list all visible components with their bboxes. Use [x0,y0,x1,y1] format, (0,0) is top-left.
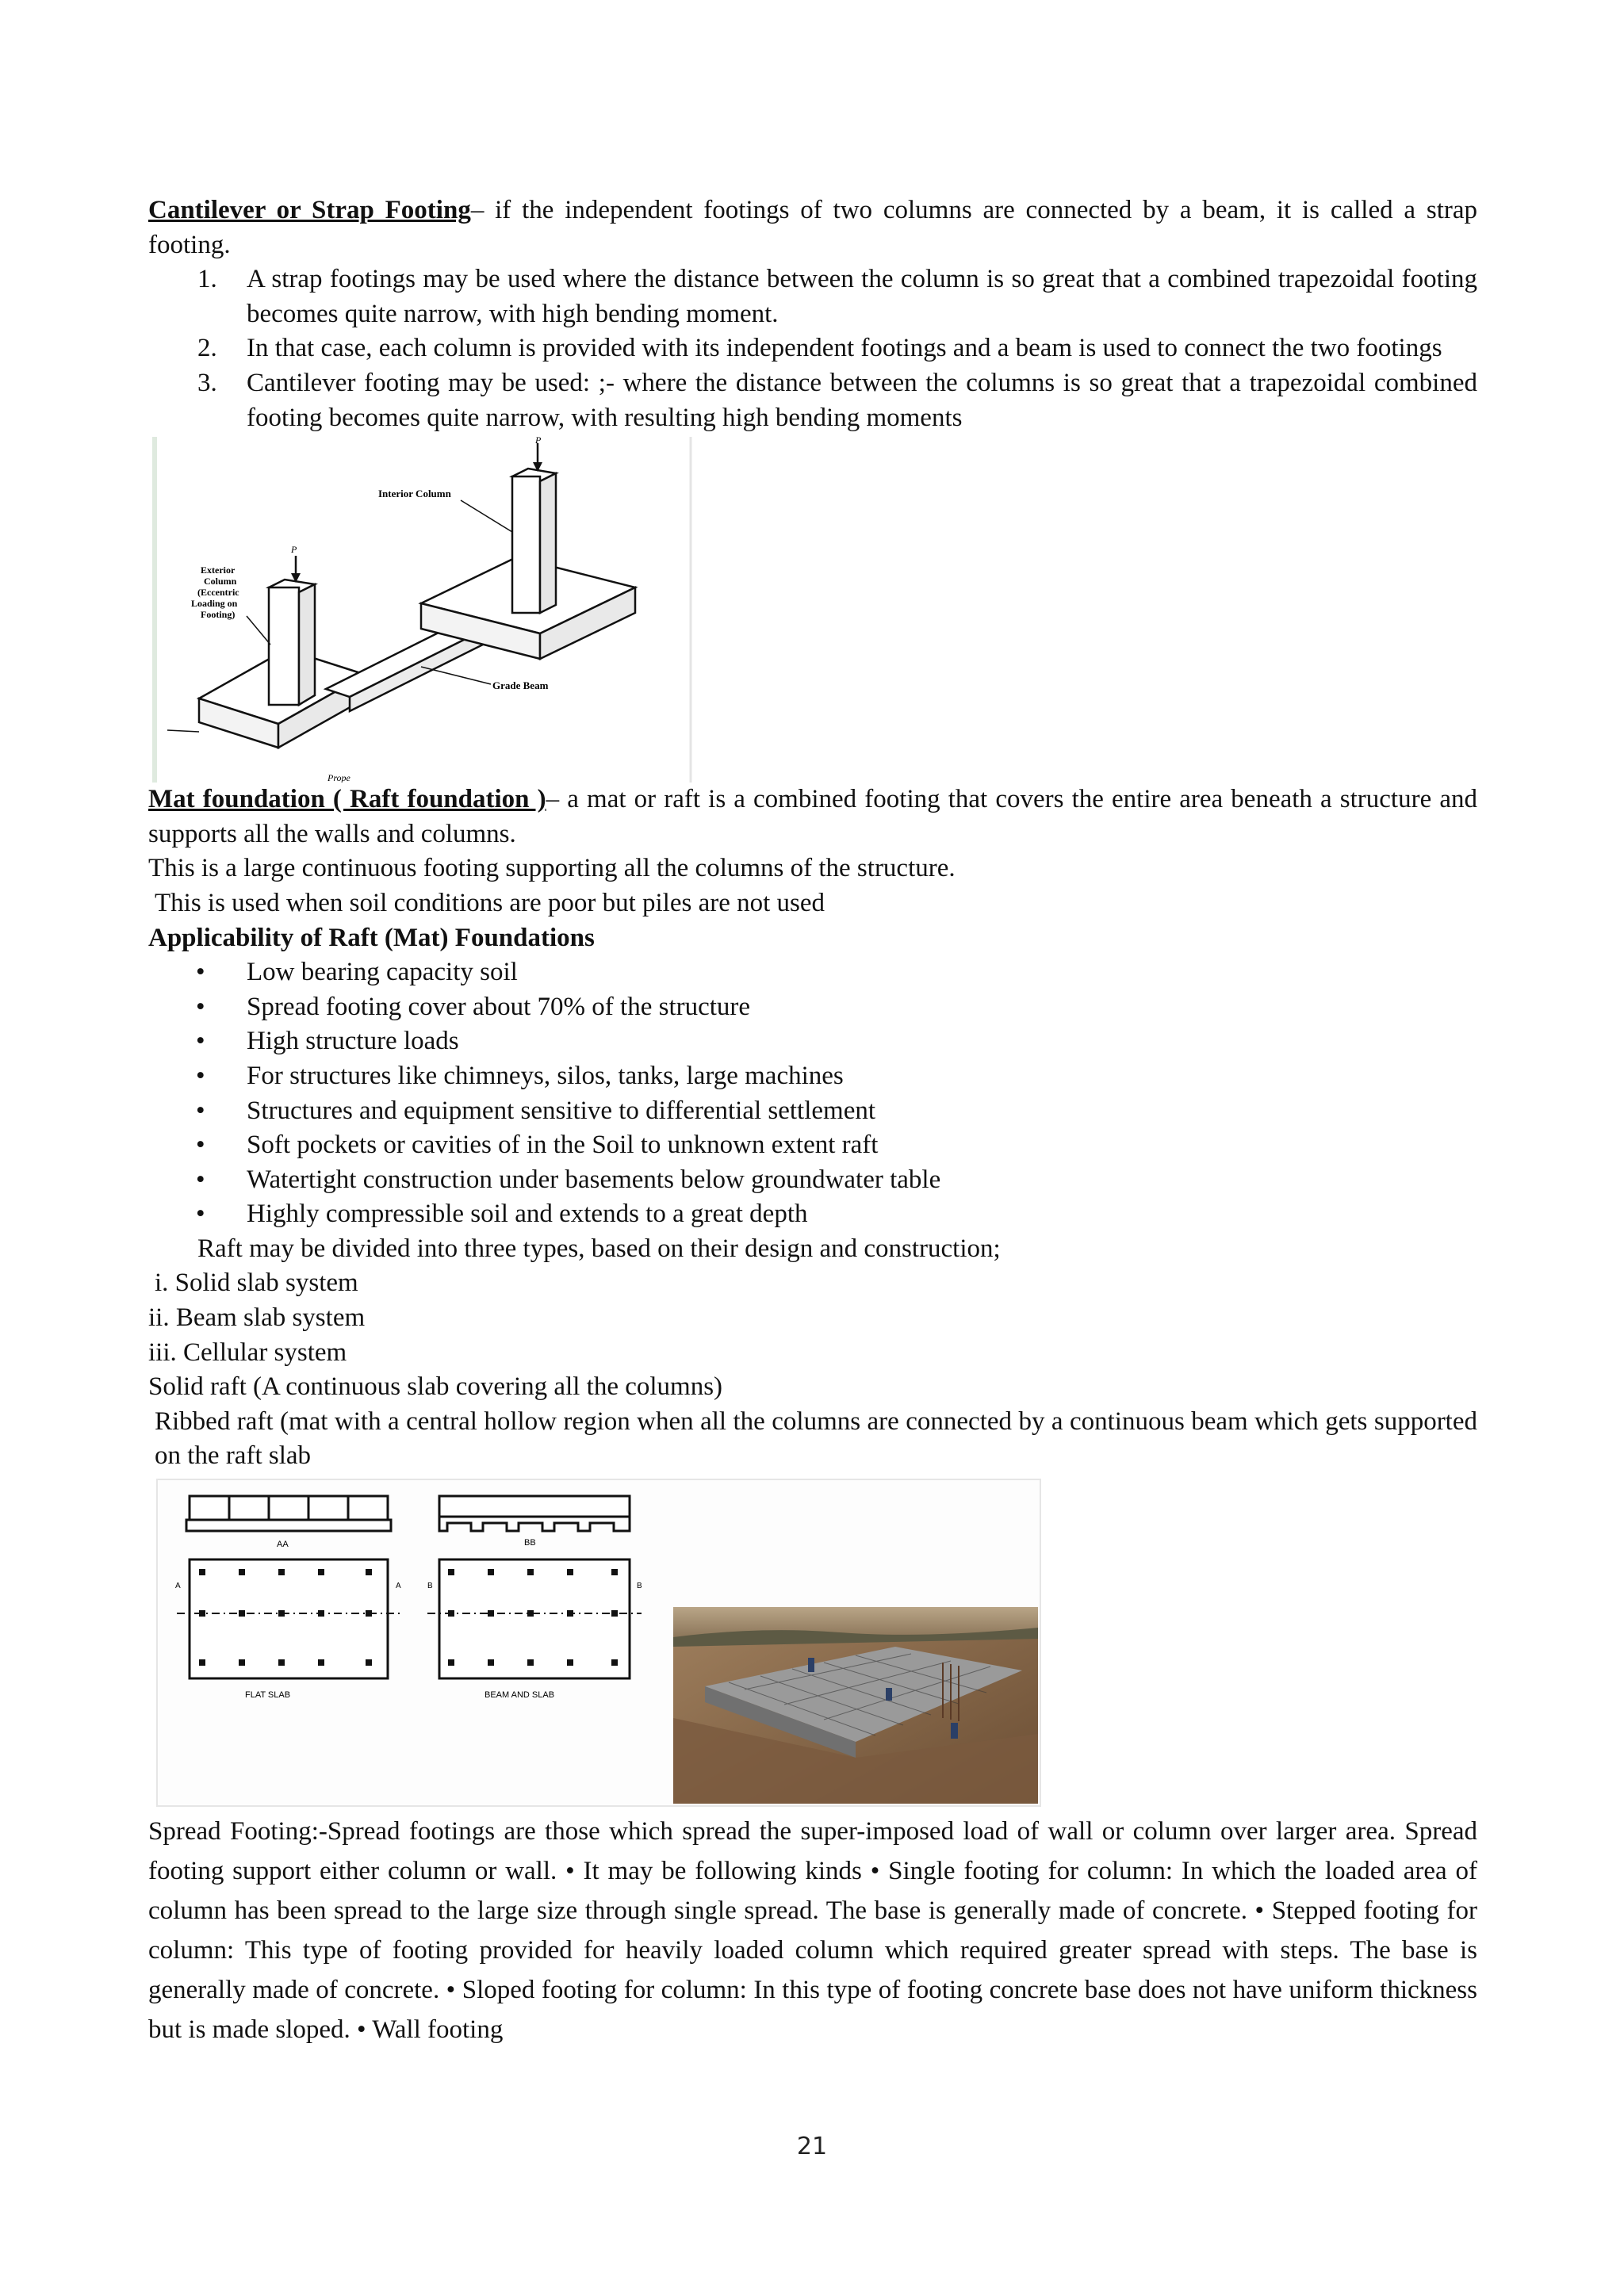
list-text: Watertight construction under basements below groundwater table [247,1165,941,1194]
raft-figure [156,1479,1041,1807]
load-label: P [535,437,542,446]
applicability-heading: Applicability of Raft (Mat) Foundations [148,923,595,952]
list-item [148,1094,1477,1129]
exterior-column-label: Exterior Column (Eccentric Loading on Footing) [191,564,239,621]
flat-slab-label: FLAT SLAB [245,1690,291,1701]
mat-foundation-intro: – a mat or raft is a combined footing that covers the entire area beneath a structure and supports all the walls and columns. [148,785,1478,848]
cut-marker: A [396,1582,401,1591]
interior-column-label: Interior Column [378,488,451,500]
list-text: Highly compressible soil and extends to a great depth [247,1200,808,1229]
cut-marker: B [427,1582,433,1591]
list-item [148,262,1477,331]
strap-footing-list [148,262,1477,435]
list-text: Cantilever footing may be used: ;- where the distance between the columns is so great that a trapezoidal combined footing becomes quite narrow, with resulting high bending moments [247,368,1477,432]
list-item [148,331,1477,366]
list-text: In that case, each column is provided with its independent footings and a beam is used to connect the two footings [247,334,1442,363]
list-item [148,955,1477,990]
ribbed-raft-text: Ribbed raft (mat with a central hollow region when all the columns are connected by a continuous beam which gets supported on the raft slab [155,1406,1477,1471]
raft-type: ii. Beam slab system [148,1303,366,1333]
raft-construction-photo [673,1607,1038,1804]
cut-marker: A [175,1582,181,1591]
list-item [148,990,1477,1025]
strap-footing-intro: – if the independent footings of two columns are connected by a beam, it is called a strap footing. [148,196,1477,259]
mat-line-3: This is used when soil conditions are poor but piles are not used [155,888,825,917]
list-item [148,1128,1477,1163]
cut-label: Prope [327,772,350,783]
list-text: Structures and equipment sensitive to differential settlement [247,1096,876,1125]
bullet: • [196,1200,205,1229]
bullet: • [196,1027,205,1056]
applicability-list [148,955,1477,1232]
list-number: 2. [197,334,217,363]
load-label: P [291,544,297,556]
list-item [148,1059,1477,1094]
raft-diagram [158,1480,1040,1805]
raft-type: iii. Cellular system [148,1337,347,1367]
list-item [148,366,1477,435]
strap-footing-figure [151,437,694,783]
beam-slab-label: BEAM AND SLAB [485,1690,555,1701]
list-text: For structures like chimneys, silos, tanks, large machines [247,1061,844,1090]
section-label: BB [524,1538,536,1548]
bullet: • [196,1131,205,1160]
list-item [148,1024,1477,1059]
strap-footing-heading: Cantilever or Strap Footing [148,196,471,224]
list-text: Soft pockets or cavities of in the Soil to unknown extent raft [247,1131,879,1160]
section-label: AA [277,1540,289,1550]
mat-foundation-heading: Mat foundation ( Raft foundation ) [148,785,546,814]
list-item [148,1163,1477,1198]
list-text: A strap footings may be used where the distance between the column is so great that a combined trapezoidal footing becomes quite narrow, with high bending moment. [247,265,1477,328]
bullet: • [196,1165,205,1194]
cut-marker: B [637,1582,642,1591]
mat-line-2: This is a large continuous footing supporting all the columns of the structure. [148,854,956,883]
list-number: 3. [197,368,217,397]
raft-types-intro: Raft may be divided into three types, based on their design and construction; [197,1234,1001,1263]
raft-type: i. Solid slab system [155,1269,358,1298]
strap-footing-paragraph [148,193,1477,262]
solid-raft-text: Solid raft (A continuous slab covering all the columns) [148,1372,723,1402]
list-number: 1. [197,265,217,294]
bullet: • [196,992,205,1021]
spread-footing-paragraph: Spread Footing:-Spread footings are those which spread the super-imposed load of wall or column over larger area. Spread footing support either column or wall. • It may be following kinds • Single footing for column: In which the loaded area of column has been spread to the large size through single spread. The base is generally made of concrete. • Stepped footing for column: This type of footing provided for heavily loaded column which required greater spread with steps. The base is generally made of concrete. • Sloped footing for column: In this type of footing concrete base does not have uniform thickness but is made sloped. • Wall footing [148,1817,1477,2045]
list-item [148,1197,1477,1232]
bullet: • [196,1061,205,1090]
bullet: • [196,1096,205,1125]
document-page [148,193,1477,2049]
page-number: 21 [796,2133,828,2160]
grade-beam-label: Grade Beam [492,679,549,692]
list-text: Low bearing capacity soil [247,958,518,987]
mat-foundation-paragraph [148,783,1477,851]
list-text: High structure loads [247,1027,459,1056]
bullet: • [196,958,205,987]
list-text: Spread footing cover about 70% of the structure [247,992,751,1021]
